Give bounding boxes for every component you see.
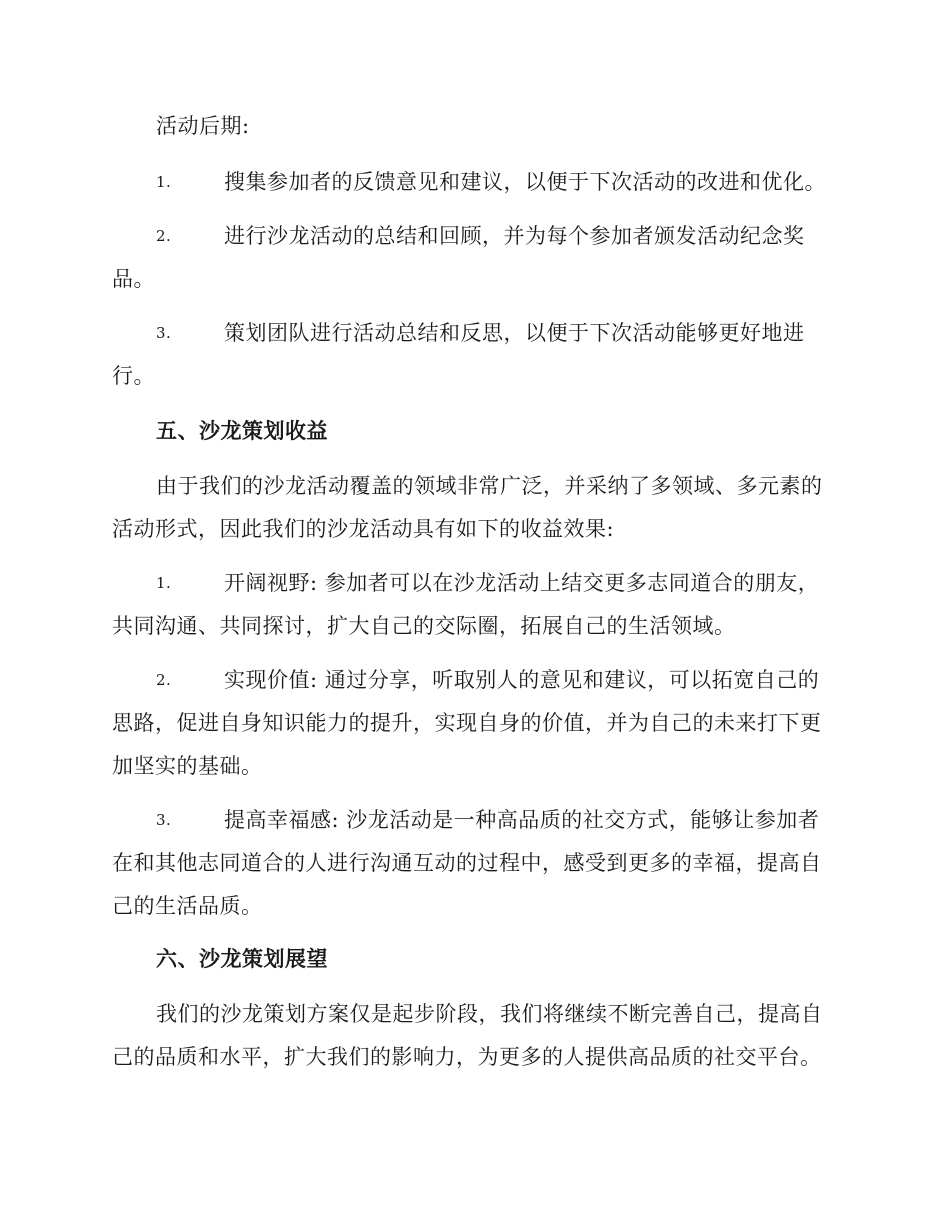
list-number: 2. (156, 671, 172, 689)
list-text: 搜集参加者的反馈意见和建议，以便于下次活动的改进和优化。 (224, 170, 826, 194)
list-text: 实现价值: 通过分享，听取别人的意见和建议，可以拓宽自己的思路，促进自身知识能力的提升，实现自身的价值，并为自己的未来打下更加坚实的基础。 (112, 668, 822, 778)
list-text: 策划团队进行活动总结和反思，以便于下次活动能够更好地进行。 (112, 321, 805, 388)
late-stage-label: 活动后期: (156, 114, 250, 138)
list-item (112, 562, 832, 648)
list-item (112, 161, 832, 204)
section-intro-paragraph: 由于我们的沙龙活动覆盖的领域非常广泛，并采纳了多领域、多元素的活动形式，因此我们的沙龙活动具有如下的收益效果: (112, 474, 823, 541)
list-number: 3. (156, 324, 172, 342)
section-body-paragraph: 我们的沙龙策划方案仅是起步阶段，我们将继续不断完善自己，提高自己的品质和水平，扩大我们的影响力，为更多的人提供高品质的社交平台。 (112, 1002, 823, 1069)
list-item (112, 659, 832, 788)
list-text: 提高幸福感: 沙龙活动是一种高品质的社交方式，能够让参加者在和其他志同道合的人进行沟通互动的过程中，感受到更多的幸福，提高自己的生活品质。 (112, 808, 822, 918)
list-text: 进行沙龙活动的总结和回顾，并为每个参加者颁发活动纪念奖品。 (112, 224, 805, 291)
list-text: 开阔视野: 参加者可以在沙龙活动上结交更多志同道合的朋友，共同沟通、共同探讨，扩大自己的交际圈，拓展自己的生活领域。 (112, 571, 820, 638)
section-heading: 五、沙龙策划收益 (156, 418, 328, 443)
list-number: 3. (156, 811, 172, 829)
list-item (112, 312, 832, 398)
list-item (112, 799, 832, 928)
section-heading: 六、沙龙策划展望 (156, 946, 328, 971)
list-number: 1. (156, 574, 172, 592)
list-item (112, 215, 832, 301)
list-number: 1. (156, 173, 172, 191)
list-number: 2. (156, 227, 172, 245)
